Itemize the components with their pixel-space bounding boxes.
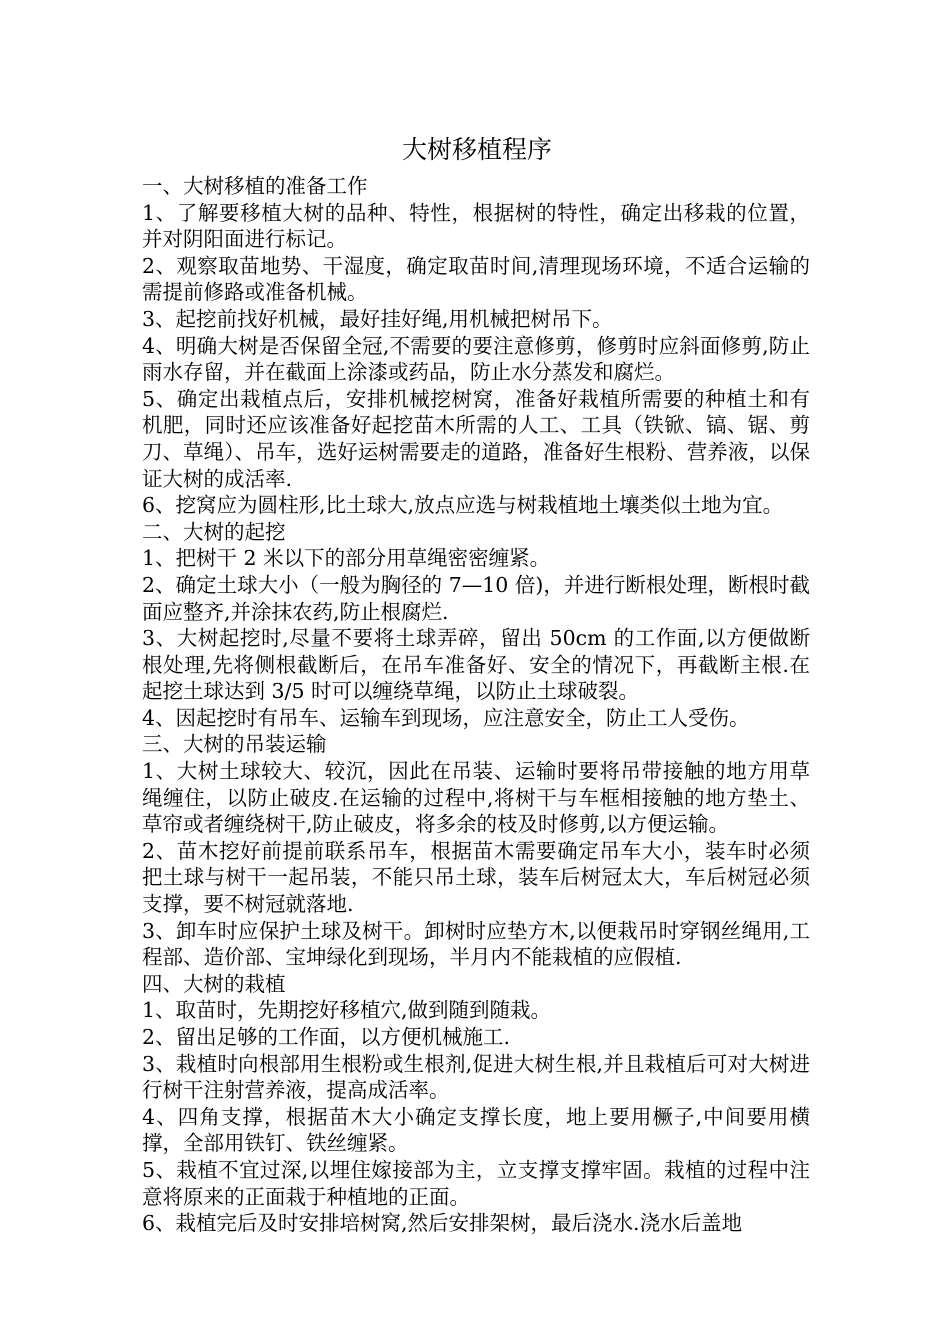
section-heading-4: 四、大树的栽植 xyxy=(142,971,286,996)
paragraph: 3、栽植时向根部用生根粉或生根剂,促进大树生根,并且栽植后可对大树进行树干注射营养液，提高成活率。 xyxy=(142,1051,810,1103)
paragraph: 5、栽植不宜过深,以埋住嫁接部为主，立支撑支撑牢固。栽植的过程中注意将原来的正面栽于种植地的正面。 xyxy=(142,1157,810,1209)
paragraph: 1、取苗时，先期挖好移植穴,做到随到随栽。 xyxy=(142,998,552,1023)
paragraph: 5、确定出栽植点后，安排机械挖树窝，准备好栽植所需要的种植土和有机肥，同时还应该准备好起挖苗木所需的人工、工具（铁锨、镐、锯、剪刀、草绳）、吊车，选好运树需要走的道路，准备好生根粉、营养液，以保证大树的成活率. xyxy=(142,386,810,491)
document-page xyxy=(142,132,810,1237)
section-heading-1: 一、大树移植的准备工作 xyxy=(142,174,368,198)
paragraph: 4、四角支撑，根据苗木大小确定支撑长度，地上要用橛子,中间要用横撑，全部用铁钉、铁丝缠紧。 xyxy=(142,1104,810,1156)
section-heading-3: 三、大树的吊装运输 xyxy=(142,732,327,757)
paragraph: 6、栽植完后及时安排培树窝,然后安排架树，最后浇水.浇水后盖地 xyxy=(142,1211,743,1236)
paragraph: 3、大树起挖时,尽量不要将土球弄碎，留出 50cm 的工作面,以方便做断根处理,先将侧根截断后，在吊车准备好、安全的情况下，再截断主根.在起挖土球达到 3/5 时可以缠绕草绳，以防止土球破裂。 xyxy=(142,626,810,704)
document-title: 大树移植程序 xyxy=(401,135,552,164)
paragraph: 2、留出足够的工作面，以方便机械施工. xyxy=(142,1025,511,1049)
paragraph: 3、卸车时应保护土球及树干。卸树时应垫方木,以便栽吊时穿钢丝绳用,工程部、造价部、宝坤绿化到现场，半月内不能栽植的应假植. xyxy=(142,918,810,970)
paragraph: 2、确定土球大小（一般为胸径的 7—10 倍)，并进行断根处理，断根时截面应整齐,并涂抹农药,防止根腐烂. xyxy=(142,572,810,624)
paragraph: 2、观察取苗地势、干湿度，确定取苗时间,清理现场环境，不适合运输的需提前修路或准备机械。 xyxy=(142,253,810,305)
paragraph: 1、把树干 2 米以下的部分用草绳密密缠紧。 xyxy=(142,546,551,571)
paragraph: 1、了解要移植大树的品种、特性，根据树的特性，确定出移栽的位置，并对阴阳面进行标记。 xyxy=(142,200,810,252)
paragraph: 1、大树土球较大、较沉，因此在吊装、运输时要将吊带接触的地方用草绳缠住，以防止破皮.在运输的过程中,将树干与车框相接触的地方垫土、草帘或者缠绕树干,防止破皮，将多余的枝及时修剪,以方便运输。 xyxy=(142,759,810,837)
paragraph: 2、苗木挖好前提前联系吊车，根据苗木需要确定吊车大小，装车时必须把土球与树干一起吊装，不能只吊土球，装车后树冠太大，车后树冠必须支撑，要不树冠就落地. xyxy=(142,838,810,917)
paragraph: 6、挖窝应为圆柱形,比土球大,放点应选与树栽植地土壤类似土地为宜。 xyxy=(142,493,784,518)
section-heading-2: 二、大树的起挖 xyxy=(142,519,286,544)
paragraph: 3、起挖前找好机械，最好挂好绳,用机械把树吊下。 xyxy=(142,306,613,331)
paragraph: 4、明确大树是否保留全冠,不需要的要注意修剪，修剪时应斜面修剪,防止雨水存留，并在截面上涂漆或药品，防止水分蒸发和腐烂。 xyxy=(142,333,810,385)
paragraph: 4、因起挖时有吊车、运输车到现场，应注意安全，防止工人受伤。 xyxy=(142,705,750,730)
